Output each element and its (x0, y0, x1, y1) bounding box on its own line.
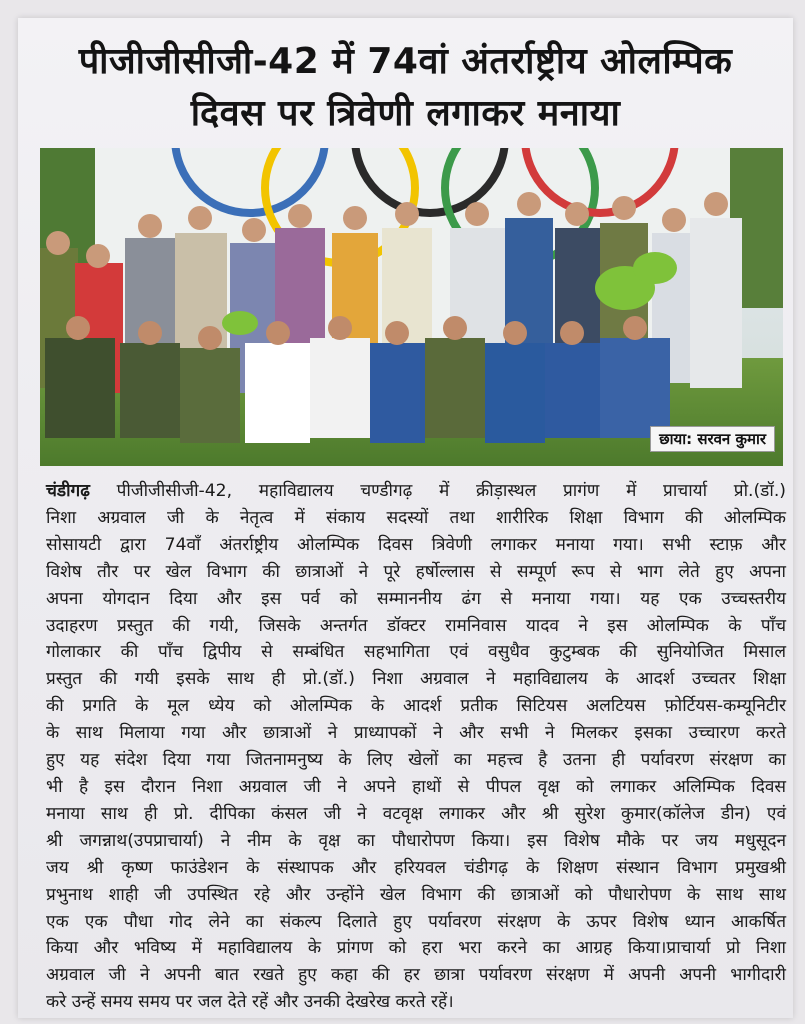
group-photo (40, 148, 783, 466)
article-body (46, 478, 786, 1016)
article-line: प्रस्तुत की गयी इसके साथ ही प्रो.(डॉ.) निशा अग्रवाल ने महाविद्यालय के आदर्श उच्चतर शिक्षा (46, 669, 786, 690)
article-line: प्रभुनाथ शाही जी उपस्थित रहे और उन्होंने खेल विभाग की छात्राओं को पौधारोपण के साथ साथ (46, 884, 786, 905)
article-line: निशा अग्रवाल जी के नेतृत्व में संकाय सदस्यों तथा शारीरिक शिक्षा विभाग की ओलम्पिक (46, 507, 786, 528)
article-line: विशेष तौर पर खेल विभाग की छात्राओं ने पूरे हर्षोल्लास से सम्पूर्ण रूप से भाग लेते हुए अपना (46, 561, 786, 582)
headline-line-2: दिवस पर त्रिवेणी लगाकर मनाया (190, 93, 621, 134)
article-line: की प्रगति के मूल ध्येय को ओलम्पिक के आदर्श प्रतीक सिटियस अलटियस फ़ोर्टियस-कम्यूनिटीर (46, 696, 786, 717)
headline-line-1: पीजीजीसीजी-42 में 74वां अंतर्राष्ट्रीय ओलम्पिक (78, 41, 733, 82)
article-line: गोलाकार की पाँच द्विपीय से सम्बंधित सहभागिता एवं वसुधैव कुटुम्बक की सुनियोजित मिसाल (46, 642, 786, 663)
article-line: करे उन्हें समय समय पर जल देते रहें और उनकी देखरेख करते रहें। (46, 992, 454, 1013)
article-line: एक एक पौधा गोद लेने का संकल्प दिलाते हुए पर्यावरण संरक्षण के ऊपर विशेष ध्यान आकर्षित (46, 911, 786, 932)
article-line (46, 478, 786, 505)
photo-credit: छाया: सरवन कुमार (650, 426, 775, 452)
group-photo-illustration (40, 148, 783, 466)
article-line: उदाहरण प्रस्तुत की गयी, जिसके अन्तर्गत डॉक्टर रामनिवास यादव ने इस ओलम्पिक के पाँच (46, 615, 786, 636)
article-line: मनाया साथ ही प्रो. दीपिका कंसल जी ने वटवृक्ष लगाकर और श्री सुरेश कुमार(कॉलेज डीन) एवं (46, 803, 786, 824)
article-text: पीजीजीसीजी-42, महाविद्यालय चण्डीगढ़ में क्रीड़ास्थल प्रागंण में प्राचार्या प्रो.(डॉ.) (116, 481, 787, 501)
article-line: सोसायटी द्वारा 74वाँ अंतर्राष्ट्रीय ओलम्पिक दिवस त्रिवेणी लगाकर मनाया गया। सभी स्टाफ़ और (46, 534, 786, 555)
newspaper-clipping (18, 18, 793, 1018)
headline (38, 36, 773, 140)
article-line: जय श्री कृष्ण फाउंडेशन के संस्थापक और हरियवल चंडीगढ़ के शिक्षण संस्थान विभाग प्रमुखश्री (46, 857, 786, 878)
article-line: किया और भविष्य में महाविद्यालय के प्रांगण को हरा भरा करने का आग्रह किया।प्राचार्या प्रो निशा (46, 938, 786, 959)
article-line: अपना योगदान दिया और इस पर्व को सम्माननीय ढंग से मनाया गया। यह एक उच्चस्तरीय (46, 588, 786, 609)
article-line: अग्रवाल जी ने अपनी बात रखते हुए कहा की हर छात्रा पर्यावरण संरक्षण में अपनी अपनी भागीदारी (46, 965, 786, 986)
article-line: श्री जगन्नाथ(उपप्राचार्या) ने नीम के वृक्ष का पौधारोपण किया। इस विशेष मौके पर जय मधुसूदन (46, 830, 786, 851)
article-line: भी है इस दौरान निशा अग्रवाल जी ने अपने हाथों से पीपल वृक्ष को लगाकर अलिम्पिक दिवस (46, 776, 786, 797)
dateline: चंडीगढ़ (46, 481, 90, 501)
article-line: हुए यह संदेश दिया गया जितनामनुष्य के लिए खेलों का महत्त्व है उतना ही पर्यावरण संरक्षण का (46, 750, 786, 771)
article-line: के साथ मिलाया गया और छात्राओं ने प्राध्यापकों ने और सभी ने मिलकर इसका उच्चारण करते (46, 723, 786, 744)
